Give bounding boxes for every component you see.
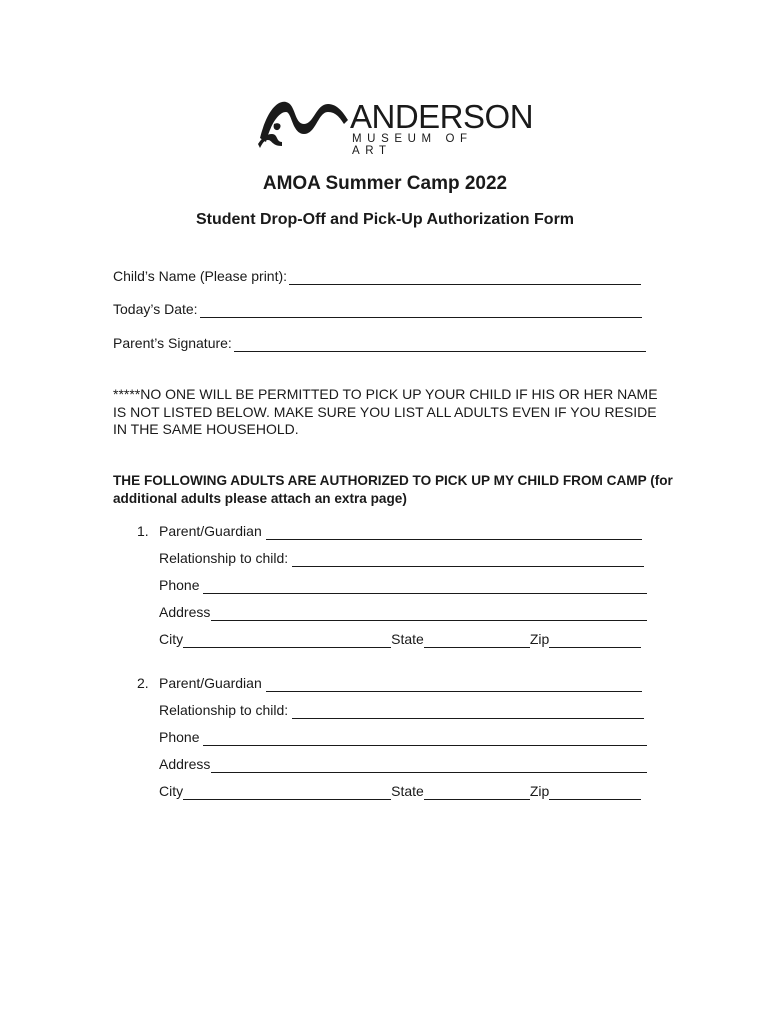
authorized-adults-heading: THE FOLLOWING ADULTS ARE AUTHORIZED TO PICK UP MY CHILD FROM CAMP (for additional adults please attach an extra page) <box>113 473 673 506</box>
guardian-2-relationship-label: Relationship to child: <box>159 702 289 718</box>
child-name-label: Child’s Name (Please print): <box>113 268 288 284</box>
guardian-2-parent-label: Parent/Guardian <box>159 675 262 691</box>
guardian-1-zip-field[interactable] <box>549 632 641 648</box>
museum-logo <box>256 94 534 157</box>
guardian-1-city-field[interactable] <box>183 632 391 648</box>
guardian-2-address-label: Address <box>159 756 211 772</box>
guardian-2-phone-field[interactable] <box>203 730 647 746</box>
guardian-2-relationship-row <box>159 701 644 719</box>
guardian-1-relationship-field[interactable] <box>292 551 644 567</box>
guardian-1-phone-field[interactable] <box>203 578 647 594</box>
guardian-1-relationship-row <box>159 549 644 567</box>
logo-subtitle: MUSEUM OF ART <box>352 133 473 157</box>
parent-signature-field[interactable] <box>234 336 646 352</box>
guardian-1-address-field[interactable] <box>211 605 647 621</box>
guardian-1-relationship-label: Relationship to child: <box>159 550 289 566</box>
guardian-1-parent-label: Parent/Guardian <box>159 523 262 539</box>
guardian-2-city-row <box>159 782 641 800</box>
guardian-2-relationship-field[interactable] <box>292 703 644 719</box>
guardian-2-city-label: City <box>159 783 184 799</box>
guardian-1-phone-label: Phone <box>159 577 200 593</box>
guardian-2-state-label: State <box>391 783 424 799</box>
form-title: AMOA Summer Camp 2022 <box>262 173 508 194</box>
guardian-1-state-label: State <box>391 631 424 647</box>
guardian-2-address-field[interactable] <box>211 757 647 773</box>
guardian-1-state-field[interactable] <box>424 632 530 648</box>
todays-date-label: Today’s Date: <box>113 301 198 317</box>
child-name-field[interactable] <box>289 269 641 285</box>
guardian-2-parent-field[interactable] <box>266 676 642 692</box>
guardian-1-parent-field[interactable] <box>266 524 642 540</box>
todays-date-row <box>113 300 642 318</box>
guardian-2-state-field[interactable] <box>424 784 530 800</box>
guardian-2-parent-row <box>137 674 642 692</box>
child-name-row <box>113 267 641 285</box>
guardian-2-zip-field[interactable] <box>549 784 641 800</box>
guardian-2-address-row <box>159 755 647 773</box>
guardian-1-address-label: Address <box>159 604 211 620</box>
parent-signature-row <box>113 334 646 352</box>
guardian-1-city-row <box>159 630 641 648</box>
guardian-1-zip-label: Zip <box>529 631 550 647</box>
pickup-notice: *****NO ONE WILL BE PERMITTED TO PICK UP YOUR CHILD IF HIS OR HER NAME IS NOT LISTED BELOW. MAKE SURE YOU LIST ALL ADULTS EVEN IF YOU RESIDE IN THE SAME HOUSEHOLD. <box>113 386 658 437</box>
parent-signature-label: Parent’s Signature: <box>113 335 232 351</box>
guardian-1-number: 1. <box>137 523 149 539</box>
guardian-2-zip-label: Zip <box>529 783 550 799</box>
guardian-1-address-row <box>159 603 647 621</box>
guardian-2-phone-label: Phone <box>159 729 200 745</box>
guardian-1-phone-row <box>159 576 647 594</box>
logo-wordmark: ANDERSON <box>350 98 534 135</box>
todays-date-field[interactable] <box>200 302 642 318</box>
guardian-2-number: 2. <box>137 675 149 691</box>
guardian-2-phone-row <box>159 728 647 746</box>
guardian-1-city-label: City <box>159 631 184 647</box>
logo-wave-mark <box>256 94 350 148</box>
guardian-2-city-field[interactable] <box>183 784 391 800</box>
form-subtitle: Student Drop-Off and Pick-Up Authorization Form <box>195 211 575 228</box>
guardian-1-parent-row <box>137 522 642 540</box>
